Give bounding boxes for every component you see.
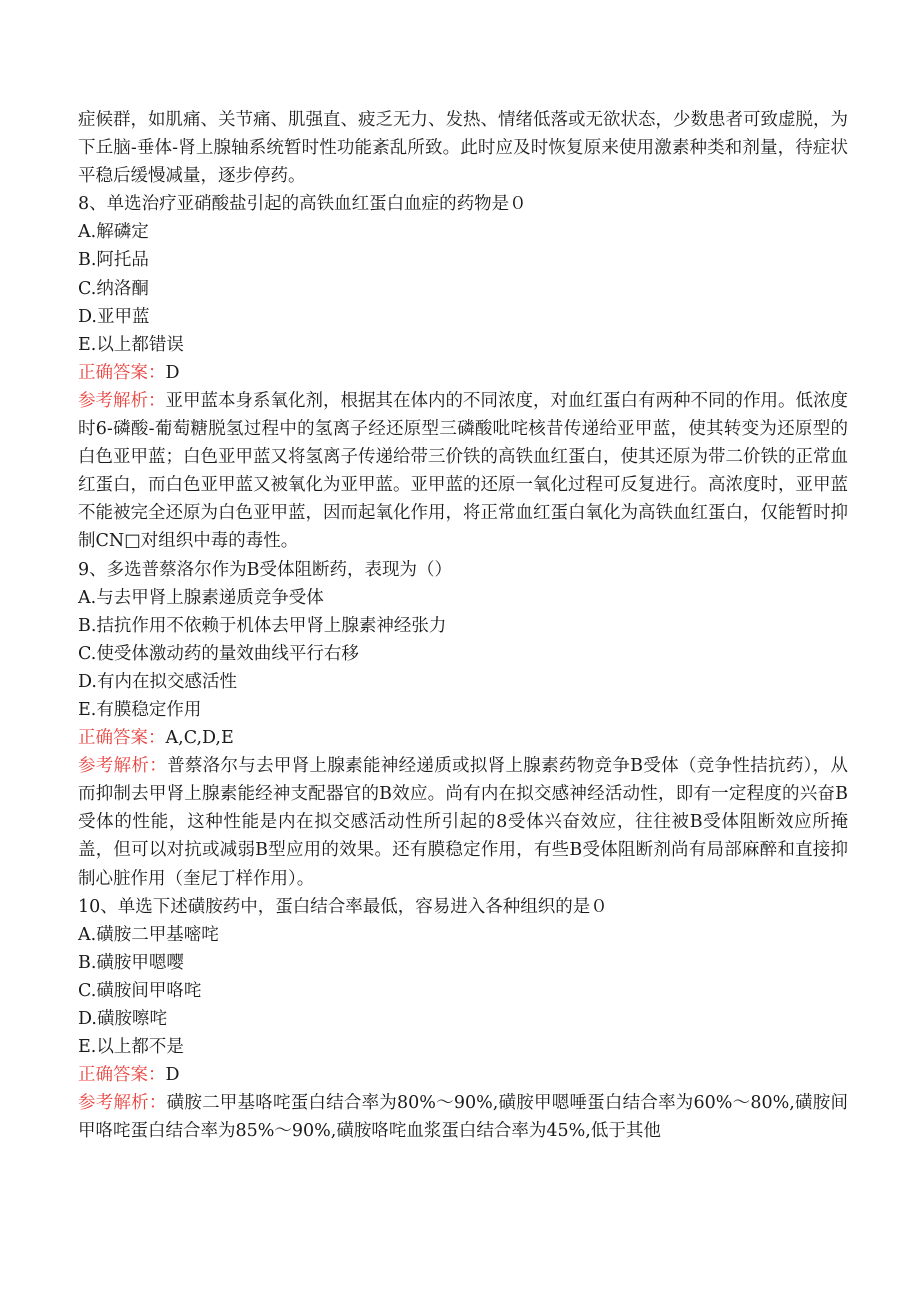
document-page (78, 106, 848, 1145)
question-block (78, 893, 848, 1146)
option-c: C.使受体激动药的量效曲线平行右移 (78, 643, 359, 664)
analysis-label: 参考解析： (78, 756, 168, 777)
answer-label: 正确答案： (78, 1065, 166, 1086)
answer-value: A,C,D,E (165, 728, 234, 749)
option-b: B.阿托品 (78, 250, 149, 271)
option-a: A.与去甲肾上腺素递质竞争受体 (78, 587, 324, 608)
answer-label: 正确答案： (78, 728, 166, 749)
analysis-text: 普蔡洛尔与去甲肾上腺素能神经递质或拟肾上腺素药物竞争Β受体（竞争性拮抗药），从而抑制去甲肾上腺素能经神支配器官的Β效应。尚有内在拟交感神经活动性，即有一定程度的兴奋Β受体的性能，这种性能是内在拟交感活动性所引起的8受体兴奋效应，往往被Β受体阻断效应所掩盖，但可以对抗或减弱Β型应用的效果。还有膜稳定作用，有些Β受体阻断剂尚有局部麻醉和直接抑制心脏作用（奎尼丁样作用）。 (78, 756, 849, 889)
option-e: E.以上都错误 (78, 334, 184, 355)
option-c: C.磺胺间甲咯咤 (78, 980, 202, 1001)
analysis-label: 参考解析： (78, 1093, 167, 1114)
answer-label: 正确答案： (78, 362, 166, 383)
analysis (78, 1089, 848, 1145)
option-e: E.有膜稳定作用 (78, 699, 202, 720)
question-stem: 10、单选下述磺胺药中，蛋白结合率最低，容易进入各种组织的是０ (78, 896, 608, 917)
option-a: A.解磷定 (78, 222, 149, 243)
option-e: E.以上都不是 (78, 1037, 184, 1058)
question-block (78, 556, 848, 893)
analysis (78, 752, 848, 892)
option-d: D.有内在拟交感活性 (78, 671, 237, 692)
intro-paragraph: 症候群，如肌痛、关节痛、肌强直、疲乏无力、发热、情绪低落或无欲状态，少数患者可致虚脱，为下丘脑-垂体-肾上腺轴系统暂时性功能紊乱所致。此时应及时恢复原来使用激素种类和剂量，待症状平稳后缓慢减量，逐步停药。 (78, 110, 848, 187)
option-b: B.拮抗作用不依赖于机体去甲肾上腺素神经张力 (78, 615, 447, 636)
option-a: A.磺胺二甲基嘧咤 (78, 924, 219, 945)
correct-answer (78, 1061, 848, 1089)
option-c: C.纳洛酮 (78, 278, 149, 299)
correct-answer (78, 724, 848, 752)
correct-answer (78, 359, 848, 387)
question-block (78, 190, 848, 555)
question-stem: 9、多选普蔡洛尔作为Β受体阻断药，表现为（） (78, 559, 452, 580)
option-d: D.磺胺嚓咤 (78, 1009, 167, 1029)
question-stem: 8、单选治疗亚硝酸盐引起的高铁血红蛋白血症的药物是０ (78, 194, 527, 215)
answer-value: D (165, 362, 180, 383)
option-b: B.磺胺甲嗯嘤 (78, 952, 184, 973)
option-d: D.亚甲蓝 (78, 306, 150, 327)
analysis-label: 参考解析： (78, 390, 166, 411)
analysis-text: 亚甲蓝本身系氧化剂，根据其在体内的不同浓度，对血红蛋白有两种不同的作用。低浓度时6-磷酸-葡萄糖脱氢过程中的氢离子经还原型三磷酸吡咤核昔传递给亚甲蓝，使其转变为还原型的白色亚甲蓝；白色亚甲蓝又将氢离子传递给带三价铁的高铁血红蛋白，使其还原为带二价铁的正常血红蛋白，而白色亚甲蓝又被氧化为亚甲蓝。亚甲蓝的还原一氧化过程可反复进行。高浓度时，亚甲蓝不能被完全还原为白色亚甲蓝，因而起氧化作用，将正常血红蛋白氧化为高铁血红蛋白，仅能暂时抑制CN□对组织中毒的毒性。 (78, 390, 848, 552)
analysis (78, 387, 848, 556)
analysis-text: 磺胺二甲基咯咤蛋白结合率为80%～90%,磺胺甲嗯唾蛋白结合率为60%～80%,磺胺间甲咯咤蛋白结合率为85%～90%,磺胺咯咤血浆蛋白结合率为45%,低于其他 (78, 1093, 848, 1142)
answer-value: D (165, 1065, 180, 1086)
